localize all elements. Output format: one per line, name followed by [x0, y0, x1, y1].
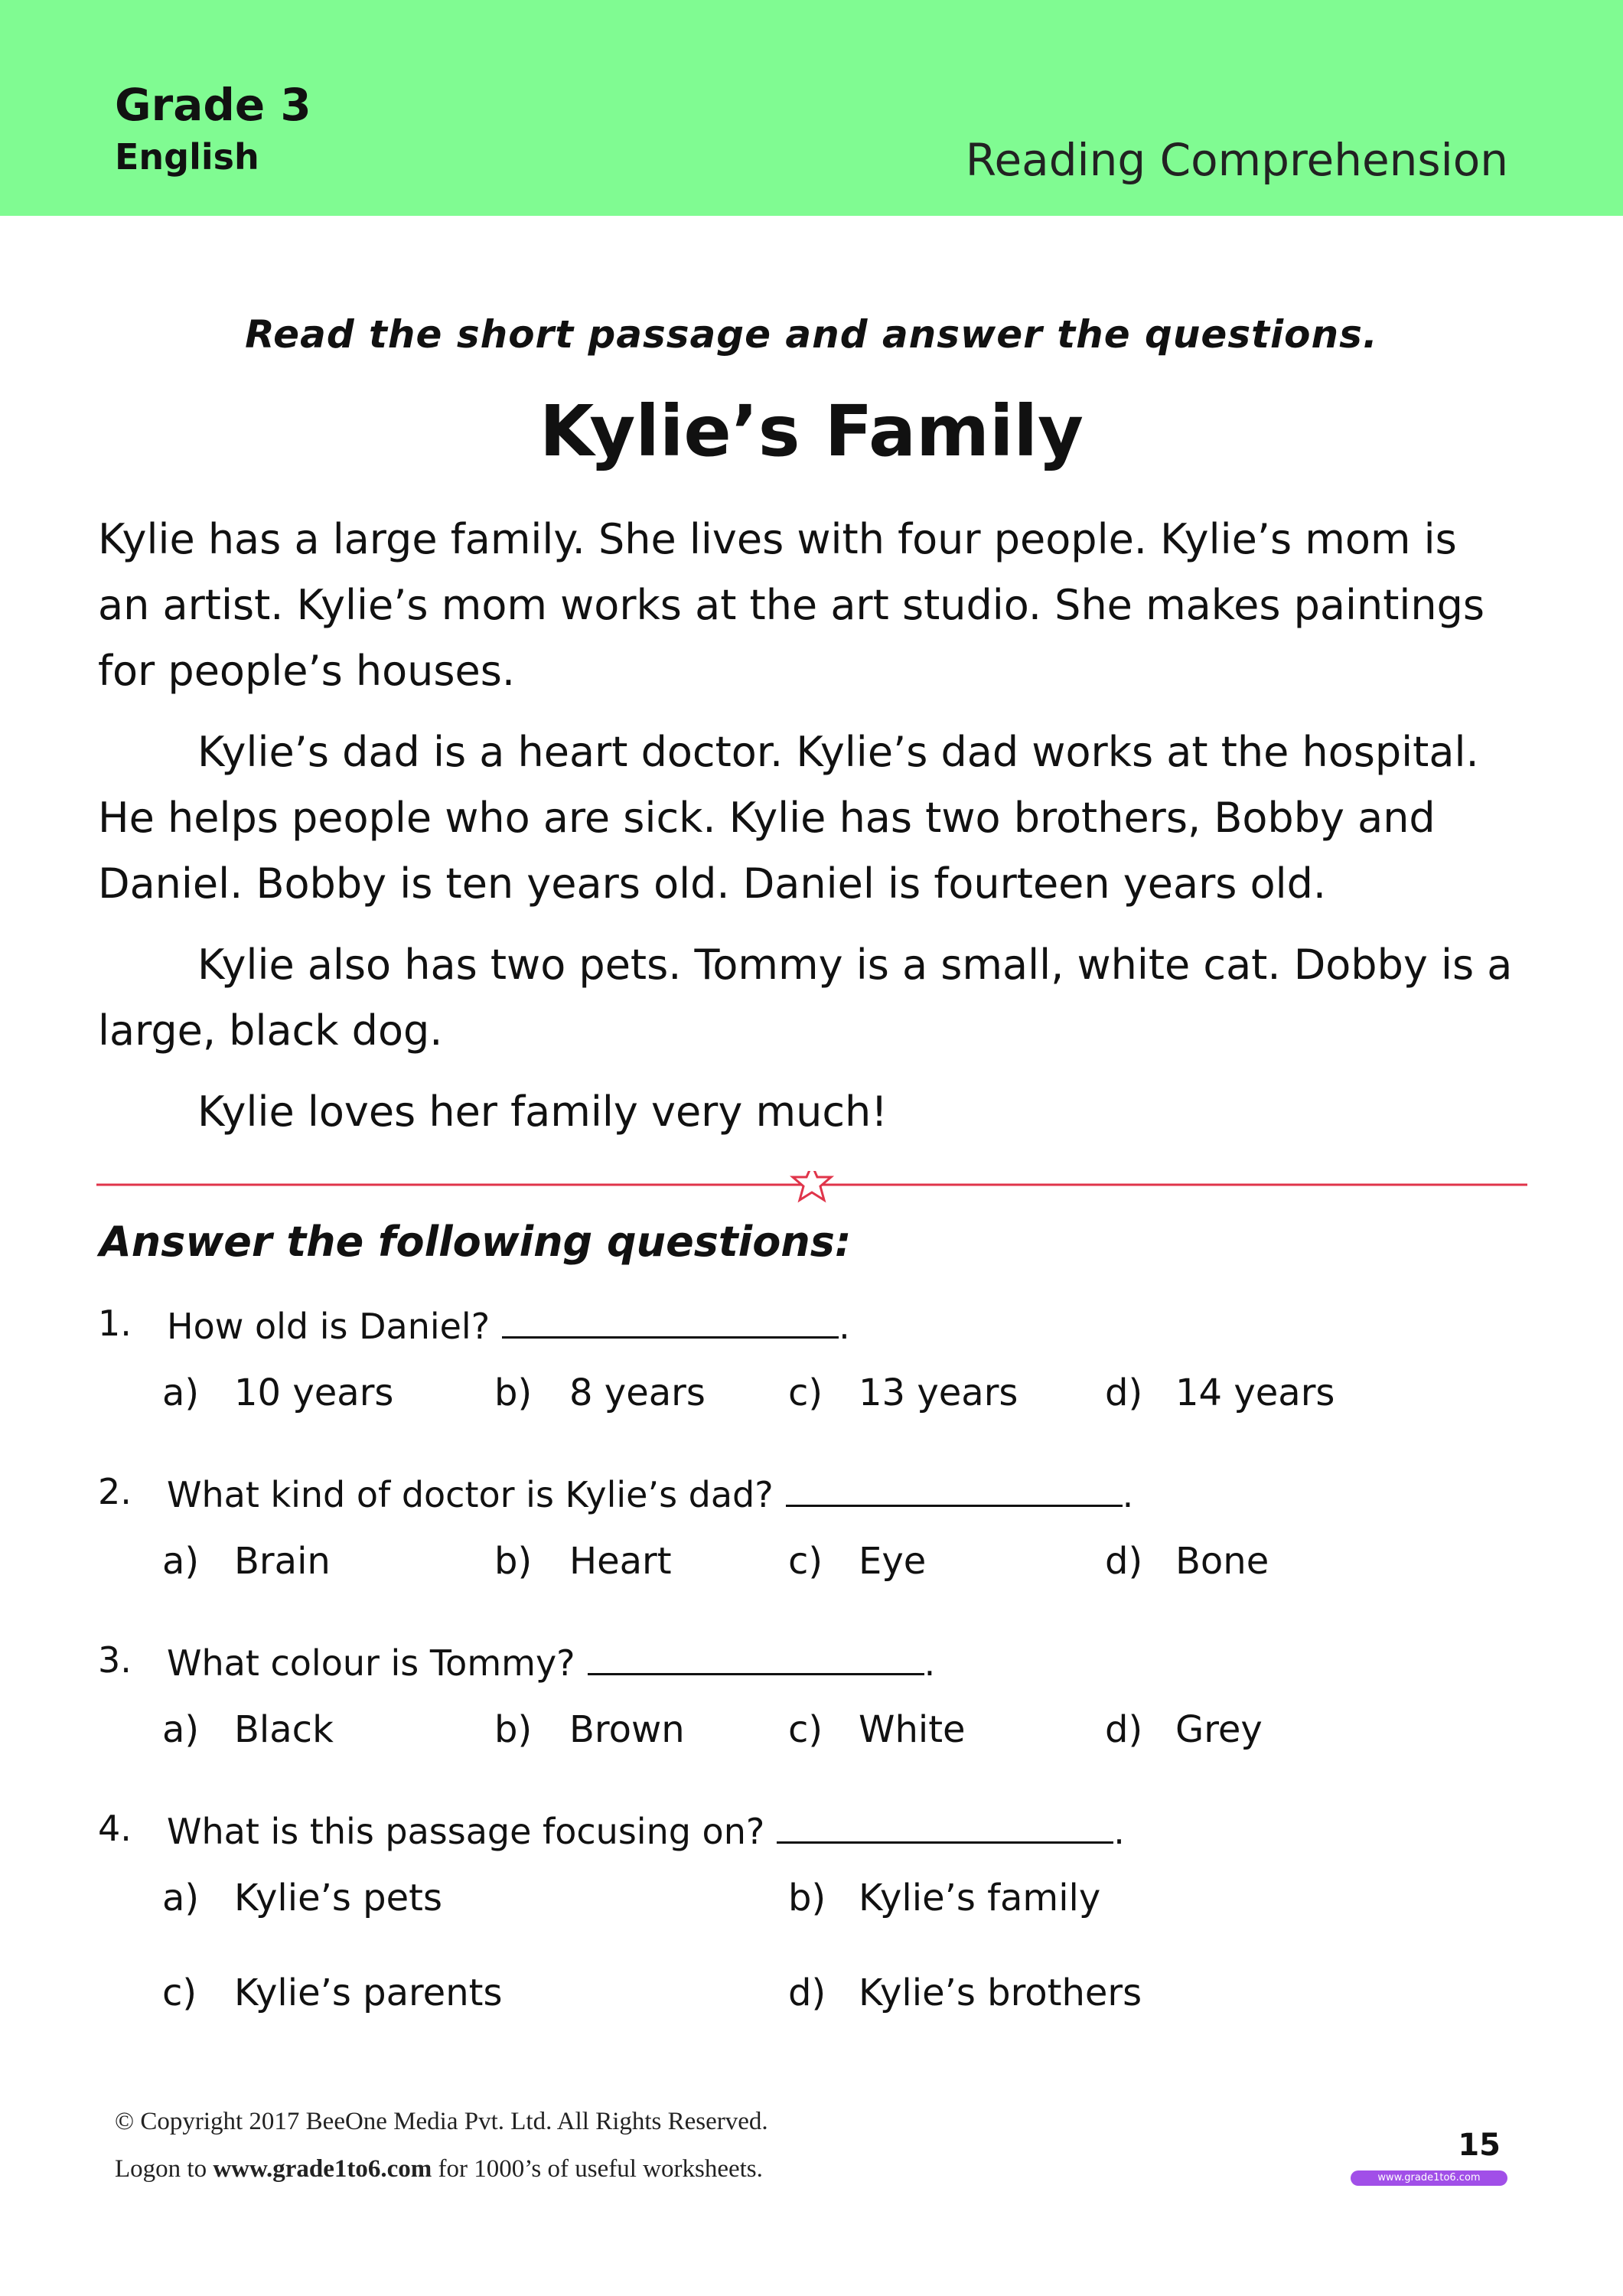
period: . — [1122, 1474, 1134, 1515]
answer-blank[interactable] — [588, 1642, 924, 1675]
website-link[interactable]: www.grade1to6.com — [213, 2155, 432, 2183]
question-text: What colour is Tommy? — [167, 1642, 575, 1684]
option-letter: a) — [162, 1371, 200, 1414]
option-text: Black — [234, 1708, 334, 1751]
option-text: 10 years — [234, 1371, 394, 1414]
option-letter: a) — [162, 1540, 200, 1583]
question-text: How old is Daniel? — [167, 1306, 490, 1347]
website-badge[interactable]: www.grade1to6.com — [1351, 2170, 1507, 2186]
option-letter: d) — [1105, 1540, 1143, 1583]
answer-blank[interactable] — [786, 1474, 1123, 1507]
period: . — [1113, 1811, 1125, 1852]
header-band — [0, 0, 1623, 216]
question-1 — [167, 1306, 850, 1347]
passage-paragraph: Kylie has a large family. She lives with four people. Kylie’s mom is an artist. Kylie’s mom works at the art studio. She makes paintings for people’s houses. — [98, 515, 1485, 695]
option-letter: c) — [788, 1371, 823, 1414]
answer-heading: Answer the following questions: — [99, 1218, 852, 1266]
option-letter: b) — [788, 1877, 826, 1919]
option-letter: c) — [788, 1540, 823, 1583]
passage-paragraph: Kylie loves her family very much! — [197, 1088, 888, 1136]
option-text: White — [859, 1708, 966, 1751]
answer-blank[interactable] — [502, 1306, 839, 1339]
period: . — [839, 1306, 850, 1347]
passage-paragraph: Kylie’s dad is a heart doctor. Kylie’s dad works at the hospital. He helps people who are sick. Kylie has two brothers, Bobby and Daniel. Bobby is ten years old. Daniel is fourteen years old. — [98, 728, 1479, 908]
section-divider — [96, 1171, 1527, 1217]
question-number: 3. — [98, 1639, 132, 1681]
section-title: Reading Comprehension — [965, 134, 1508, 186]
story-title: Kylie’s Family — [539, 390, 1084, 472]
option-text: Kylie’s parents — [234, 1971, 503, 2014]
passage-paragraph: Kylie also has two pets. Tommy is a small, white cat. Dobby is a large, black dog. — [98, 941, 1513, 1055]
option-letter: d) — [1105, 1708, 1143, 1751]
question-text: What kind of doctor is Kylie’s dad? — [167, 1474, 774, 1515]
logon-prefix: Logon to — [115, 2155, 207, 2183]
question-number: 1. — [98, 1303, 132, 1344]
option-text: Kylie’s family — [859, 1877, 1101, 1919]
instruction: Read the short passage and answer the questions. — [245, 312, 1378, 357]
option-letter: c) — [788, 1708, 823, 1751]
logon-line — [115, 2157, 763, 2182]
passage — [98, 507, 1521, 1160]
question-2 — [167, 1474, 1134, 1515]
option-text: Grey — [1175, 1708, 1263, 1751]
option-letter: d) — [1105, 1371, 1143, 1414]
option-letter: b) — [494, 1371, 533, 1414]
option-letter: a) — [162, 1708, 200, 1751]
option-text: 8 years — [569, 1371, 706, 1414]
option-text: Eye — [859, 1540, 927, 1583]
page-number: 15 — [1458, 2128, 1501, 2163]
option-text: Brain — [234, 1540, 331, 1583]
option-text: 13 years — [859, 1371, 1018, 1414]
question-text: What is this passage focusing on? — [167, 1811, 765, 1852]
option-letter: b) — [494, 1708, 533, 1751]
option-text: Kylie’s brothers — [859, 1971, 1142, 2014]
question-number: 4. — [98, 1808, 132, 1849]
period: . — [924, 1642, 936, 1684]
question-3 — [167, 1642, 936, 1684]
grade-label: Grade 3 — [115, 79, 311, 131]
option-text: Bone — [1175, 1540, 1269, 1583]
copyright-notice: © Copyright 2017 BeeOne Media Pvt. Ltd. All Rights Reserved. — [115, 2108, 768, 2135]
option-text: Brown — [569, 1708, 685, 1751]
question-4 — [167, 1811, 1125, 1852]
subject-label: English — [115, 136, 259, 178]
answer-blank[interactable] — [777, 1811, 1113, 1844]
option-text: 14 years — [1175, 1371, 1335, 1414]
option-text: Heart — [569, 1540, 672, 1583]
option-letter: c) — [162, 1971, 197, 2014]
question-number: 2. — [98, 1471, 132, 1512]
option-letter: a) — [162, 1877, 200, 1919]
option-letter: b) — [494, 1540, 533, 1583]
option-letter: d) — [788, 1971, 826, 2014]
logon-suffix: for 1000’s of useful worksheets. — [438, 2155, 763, 2183]
option-text: Kylie’s pets — [234, 1877, 442, 1919]
